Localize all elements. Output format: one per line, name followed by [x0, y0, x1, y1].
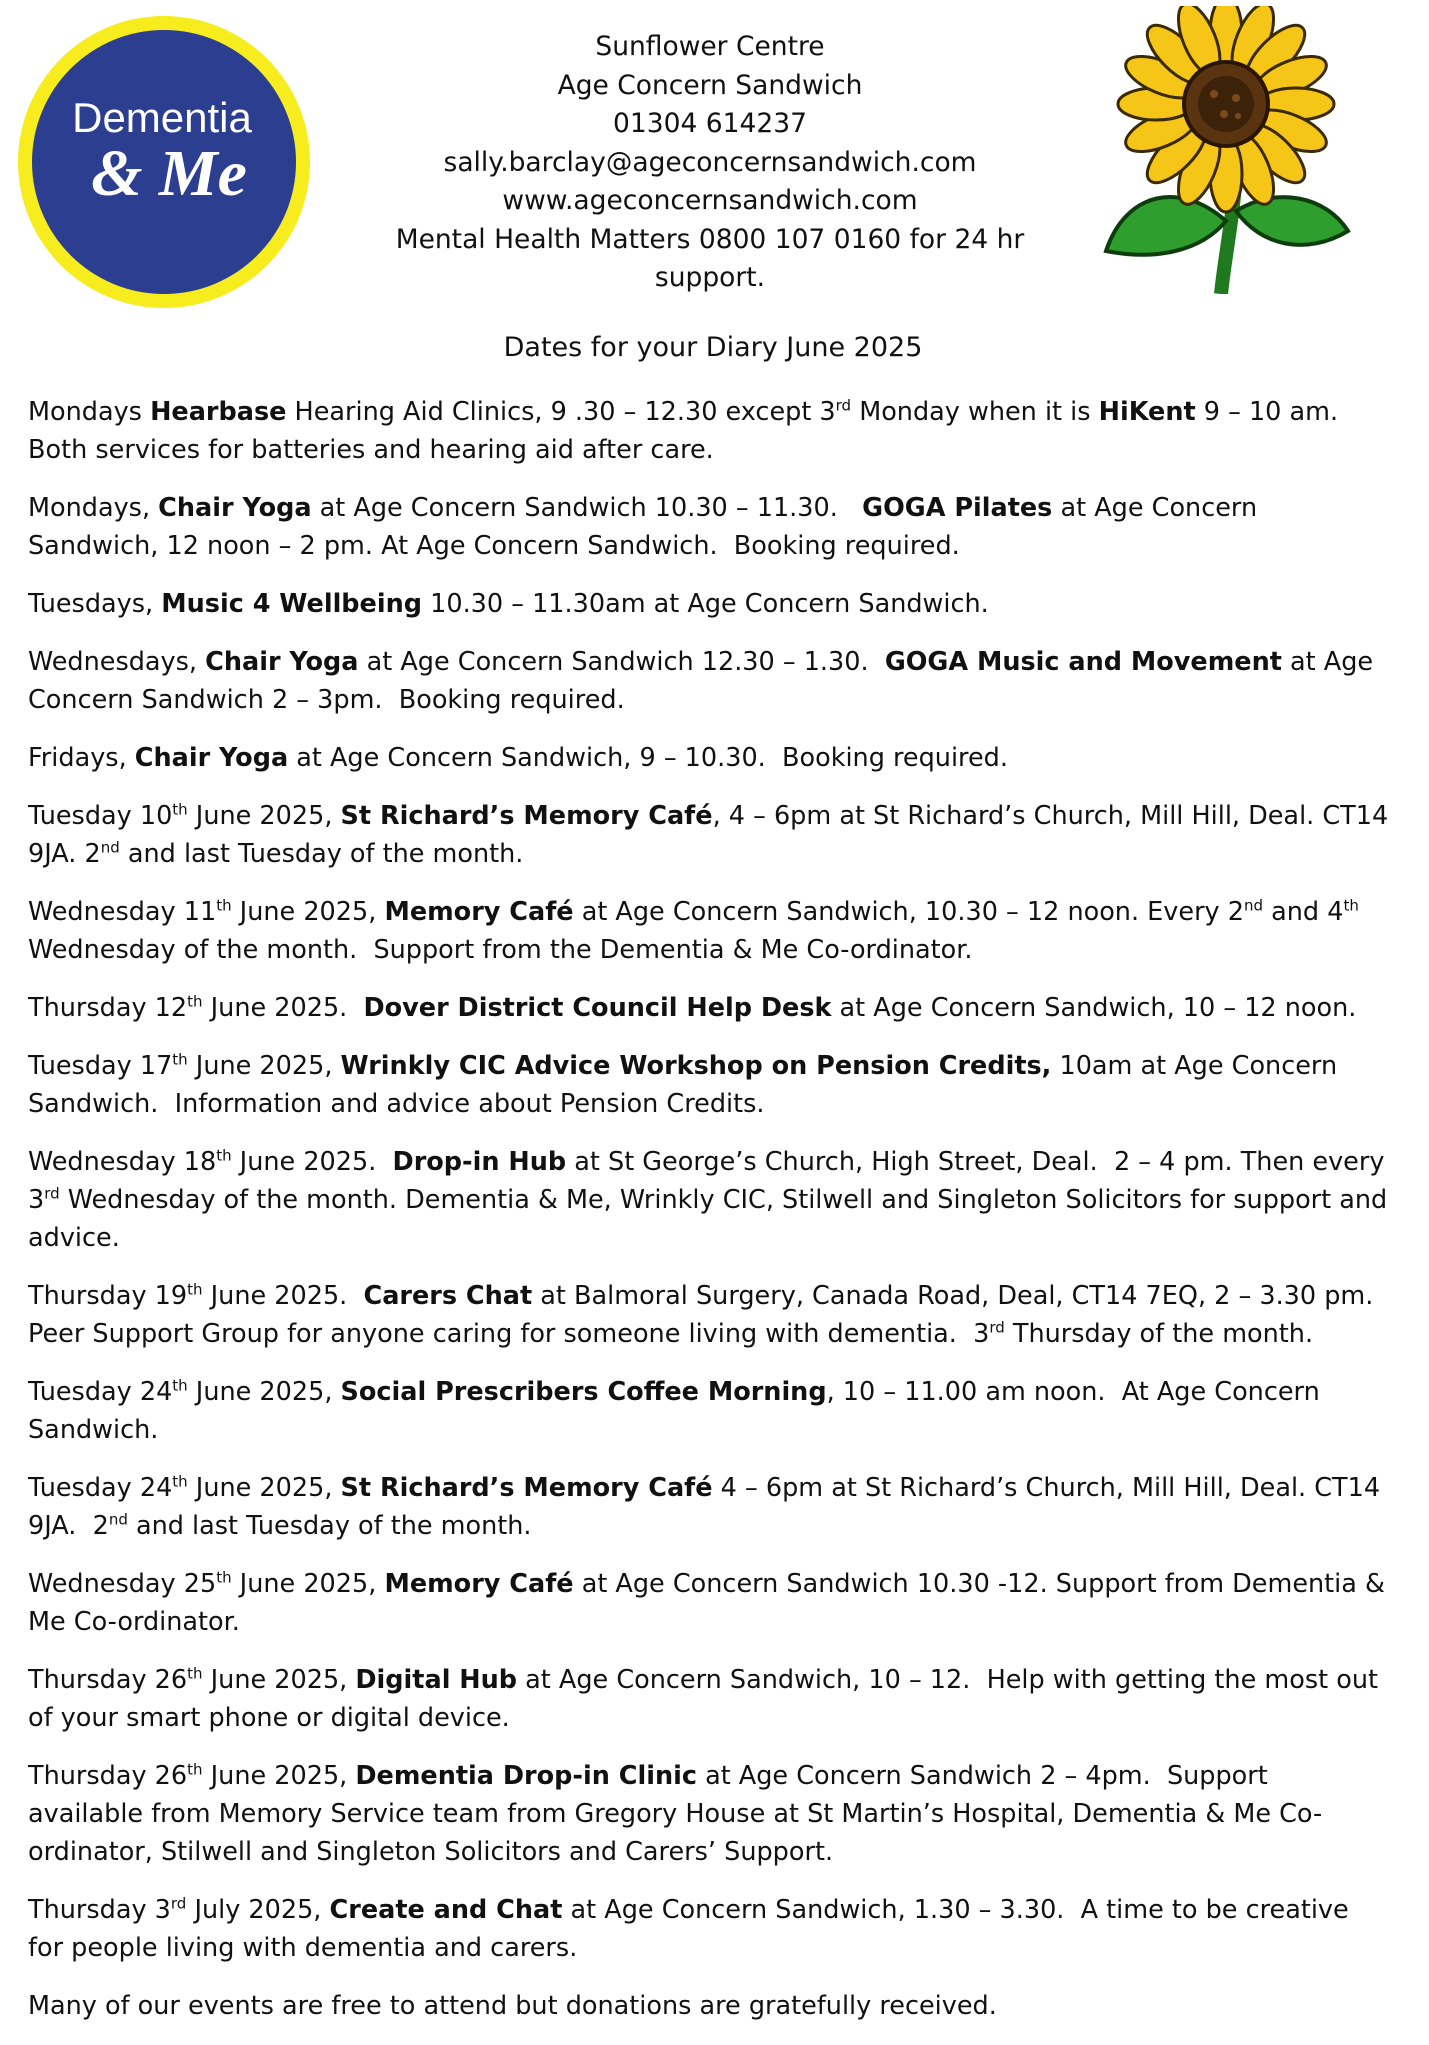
entry-text: at Age Concern Sandwich 10.30 – 11.30.	[311, 493, 863, 523]
entry-line	[28, 1699, 1413, 1737]
entry-text: at Age Concern Sandwich 12.30 – 1.30.	[358, 647, 885, 677]
entry-line	[28, 1891, 1413, 1929]
entry-line	[28, 1181, 1413, 1219]
entry-text: of your smart phone or digital device.	[28, 1703, 510, 1733]
entry-text: at Age Concern Sandwich 10.30 -12. Support from Dementia &	[573, 1569, 1385, 1599]
entry-text: Fridays,	[28, 743, 135, 773]
entry-line	[28, 1047, 1413, 1085]
entry-text: Sandwich.	[28, 1415, 159, 1445]
entry-text: Tuesdays,	[28, 589, 162, 619]
entry-line	[28, 1277, 1413, 1315]
entry-text: at Age Concern Sandwich, 10 – 12. Help with getting the most out	[517, 1665, 1378, 1695]
ordinal-suffix: th	[172, 1050, 188, 1069]
entry-line	[28, 1143, 1413, 1181]
diary-entry	[28, 1661, 1413, 1737]
entry-text: , 10 – 11.00 am noon. At Age Concern	[826, 1377, 1320, 1407]
entry-text: Hearing Aid Clinics, 9 .30 – 12.30 except 3	[286, 397, 836, 427]
entry-line	[28, 1929, 1413, 1967]
event-name: Memory Café	[384, 1569, 574, 1599]
event-name: Music 4 Wellbeing	[161, 589, 423, 619]
event-name: Memory Café	[384, 897, 574, 927]
entry-text: at Age Concern Sandwich, 10.30 – 12 noon. Every 2	[573, 897, 1244, 927]
diary-entry	[28, 1987, 1413, 2025]
entry-line	[28, 1603, 1413, 1641]
entry-text: , 4 – 6pm at St Richard’s Church, Mill Hill, Deal. CT14	[712, 801, 1389, 831]
ordinal-suffix: th	[216, 1568, 232, 1587]
entry-text: Monday when it is	[851, 397, 1099, 427]
diary-entry	[28, 1277, 1413, 1353]
entry-text: at Balmoral Surgery, Canada Road, Deal, CT14 7EQ, 2 – 3.30 pm.	[532, 1281, 1374, 1311]
entry-text: Me Co-ordinator.	[28, 1607, 240, 1637]
event-name: GOGA Music and Movement	[884, 647, 1282, 677]
ordinal-suffix: th	[172, 1472, 188, 1491]
entry-text: Tuesday 17	[28, 1051, 173, 1081]
event-name: Create and Chat	[329, 1895, 563, 1925]
entry-line	[28, 681, 1413, 719]
entry-text: 4 – 6pm at St Richard’s Church, Mill Hill, Deal. CT14	[712, 1473, 1381, 1503]
event-name: St Richard’s Memory Café	[340, 1473, 713, 1503]
entry-text: 9 – 10 am.	[1195, 397, 1339, 427]
logo-line1: Dementia	[72, 94, 252, 141]
ordinal-suffix: rd	[44, 1184, 60, 1203]
event-name: Chair Yoga	[134, 743, 289, 773]
diary-entry	[28, 1565, 1413, 1641]
entry-text: June 2025.	[231, 1147, 393, 1177]
ordinal-suffix: nd	[1243, 896, 1264, 915]
entry-text: Mondays	[28, 397, 151, 427]
event-name: Drop-in Hub	[392, 1147, 567, 1177]
diary-entry	[28, 585, 1413, 623]
entry-line	[28, 1315, 1413, 1353]
diary-entry	[28, 797, 1413, 873]
entry-text: Tuesday 24	[28, 1377, 173, 1407]
entry-line	[28, 835, 1413, 873]
ordinal-suffix: th	[172, 800, 188, 819]
entry-line	[28, 1833, 1413, 1871]
diary-entry	[28, 893, 1413, 969]
diary-entry	[28, 489, 1413, 565]
entry-text: 10am at Age Concern	[1051, 1051, 1338, 1081]
event-name: Hearbase	[150, 397, 287, 427]
diary-entry	[28, 1757, 1413, 1871]
entry-text: Tuesday 10	[28, 801, 173, 831]
entry-text: Thursday 19	[28, 1281, 188, 1311]
entry-text: 9JA. 2	[28, 1511, 109, 1541]
entry-text: July 2025,	[186, 1895, 330, 1925]
entry-text: Many of our events are free to attend but donations are gratefully received.	[28, 1991, 997, 2021]
entry-text: 3	[28, 1185, 45, 1215]
entry-line	[28, 1987, 1413, 2025]
entry-text: at Age Concern Sandwich, 9 – 10.30. Booking required.	[288, 743, 1008, 773]
event-name: Wrinkly CIC Advice Workshop on Pension Credits,	[340, 1051, 1052, 1081]
ordinal-suffix: th	[172, 1376, 188, 1395]
entry-line	[28, 1411, 1413, 1449]
ordinal-suffix: th	[216, 896, 232, 915]
ordinal-suffix: rd	[170, 1894, 187, 1913]
entry-text: Both services for batteries and hearing aid after care.	[28, 435, 714, 465]
entry-text: June 2025.	[202, 1281, 364, 1311]
email-address: sally.barclay@ageconcernsandwich.com	[443, 146, 977, 178]
phone-number: 01304 614237	[613, 108, 807, 139]
diary-entry	[28, 739, 1413, 777]
entry-line	[28, 1795, 1413, 1833]
ordinal-suffix: nd	[108, 1510, 128, 1529]
entry-text: Wednesday 25	[28, 1569, 217, 1599]
entry-line	[28, 1757, 1413, 1795]
entry-text: advice.	[28, 1223, 120, 1253]
ordinal-suffix: th	[187, 992, 203, 1011]
event-name: St Richard’s Memory Café	[340, 801, 713, 831]
diary-entries	[28, 393, 1413, 2045]
entry-text: at Age Concern Sandwich, 1.30 – 3.30. A time to be creative	[562, 1895, 1349, 1925]
entry-line	[28, 989, 1413, 1027]
entry-text: at Age	[1281, 647, 1374, 677]
event-name: Social Prescribers Coffee Morning	[340, 1377, 827, 1407]
event-name: GOGA Pilates	[862, 493, 1053, 523]
entry-line	[28, 797, 1413, 835]
entry-line	[28, 431, 1413, 469]
diary-entry	[28, 1891, 1413, 1967]
entry-text: and last Tuesday of the month.	[119, 839, 524, 869]
entry-line	[28, 393, 1413, 431]
entry-text: Tuesday 24	[28, 1473, 173, 1503]
diary-entry	[28, 393, 1413, 469]
ordinal-suffix: nd	[100, 838, 120, 857]
entry-text: at Age Concern Sandwich 2 – 4pm. Support	[696, 1761, 1268, 1791]
entry-text: Sandwich, 12 noon – 2 pm. At Age Concern Sandwich. Booking required.	[28, 531, 960, 561]
entry-text: Wednesday 18	[28, 1147, 217, 1177]
entry-text: Sandwich. Information and advice about Pension Credits.	[28, 1089, 765, 1119]
entry-line	[28, 643, 1413, 681]
entry-line	[28, 1373, 1413, 1411]
dementia-and-me-logo	[14, 10, 342, 310]
mental-health-line: Mental Health Matters 0800 107 0160 for 24 hr	[395, 223, 1025, 255]
contact-header	[380, 28, 1040, 298]
entry-text: Wednesday of the month. Support from the Dementia & Me Co-ordinator.	[28, 935, 973, 965]
entry-text: available from Memory Service team from Gregory House at St Martin’s Hospital, Dementia & Me Co-	[28, 1799, 1323, 1829]
diary-entry	[28, 1373, 1413, 1449]
entry-line	[28, 527, 1413, 565]
ordinal-suffix: th	[187, 1760, 203, 1779]
entry-text: Mondays,	[28, 493, 159, 523]
centre-name: Sunflower Centre	[595, 31, 825, 62]
entry-text: Thursday 26	[28, 1761, 188, 1791]
event-name: HiKent	[1098, 397, 1196, 427]
ordinal-suffix: th	[187, 1280, 203, 1299]
entry-line	[28, 931, 1413, 969]
entry-text: at St George’s Church, High Street, Deal. 2 – 4 pm. Then every	[566, 1147, 1385, 1177]
entry-line	[28, 893, 1413, 931]
entry-text: June 2025,	[187, 1051, 341, 1081]
entry-text: June 2025,	[187, 801, 341, 831]
entry-text: June 2025.	[202, 993, 364, 1023]
event-name: Dover District Council Help Desk	[363, 993, 832, 1023]
event-name: Chair Yoga	[158, 493, 312, 523]
ordinal-suffix: th	[187, 1664, 203, 1683]
entry-line	[28, 1661, 1413, 1699]
ordinal-suffix: th	[216, 1146, 232, 1165]
entry-text: June 2025,	[202, 1761, 356, 1791]
entry-text: and last Tuesday of the month.	[127, 1511, 532, 1541]
entry-line	[28, 1469, 1413, 1507]
mental-health-line-cont: support.	[654, 262, 766, 293]
diary-entry	[28, 1143, 1413, 1257]
entry-text: 9JA. 2	[28, 839, 101, 869]
entry-text: at Age Concern Sandwich, 10 – 12 noon.	[831, 993, 1357, 1023]
event-name: Carers Chat	[363, 1281, 533, 1311]
entry-line	[28, 1219, 1413, 1257]
diary-title: Dates for your Diary June 2025	[503, 332, 923, 363]
entry-text: Thursday of the month.	[1004, 1319, 1314, 1349]
entry-text: at Age Concern	[1052, 493, 1258, 523]
entry-line	[28, 585, 1413, 623]
ordinal-suffix: th	[1343, 896, 1359, 915]
entry-text: Wednesdays,	[28, 647, 206, 677]
event-name: Dementia Drop-in Clinic	[355, 1761, 697, 1791]
entry-text: 10.30 – 11.30am at Age Concern Sandwich.	[422, 589, 989, 619]
ordinal-suffix: rd	[989, 1318, 1005, 1337]
entry-text: Thursday 12	[28, 993, 188, 1023]
entry-text: Thursday 26	[28, 1665, 188, 1695]
entry-text: and 4	[1263, 897, 1344, 927]
diary-entry	[28, 989, 1413, 1027]
event-name: Chair Yoga	[205, 647, 359, 677]
entry-text: Wednesday of the month. Dementia & Me, Wrinkly CIC, Stilwell and Singleton Solicitors for support and	[59, 1185, 1388, 1215]
entry-text: June 2025,	[231, 897, 385, 927]
entry-line	[28, 1507, 1413, 1545]
diary-entry	[28, 1469, 1413, 1545]
organisation-name: Age Concern Sandwich	[557, 69, 863, 101]
entry-text: Thursday 3	[28, 1895, 171, 1925]
entry-text: June 2025,	[231, 1569, 385, 1599]
logo-line2: & Me	[91, 137, 247, 210]
entry-text: Concern Sandwich 2 – 3pm. Booking required.	[28, 685, 625, 715]
ordinal-suffix: rd	[835, 396, 852, 415]
entry-text: June 2025,	[187, 1377, 341, 1407]
entry-text: Peer Support Group for anyone caring for someone living with dementia. 3	[28, 1319, 990, 1349]
entry-text: June 2025,	[202, 1665, 356, 1695]
entry-line	[28, 1565, 1413, 1603]
diary-entry	[28, 643, 1413, 719]
diary-entry	[28, 1047, 1413, 1123]
event-name: Digital Hub	[355, 1665, 518, 1695]
website-url: www.ageconcernsandwich.com	[502, 185, 918, 216]
entry-text: for people living with dementia and carers.	[28, 1933, 578, 1963]
entry-line	[28, 739, 1413, 777]
entry-text: ordinator, Stilwell and Singleton Solicitors and Carers’ Support.	[28, 1837, 834, 1867]
entry-text: Wednesday 11	[28, 897, 217, 927]
sunflower-icon	[1086, 6, 1356, 294]
entry-line	[28, 1085, 1413, 1123]
entry-text: June 2025,	[187, 1473, 341, 1503]
entry-line	[28, 489, 1413, 527]
